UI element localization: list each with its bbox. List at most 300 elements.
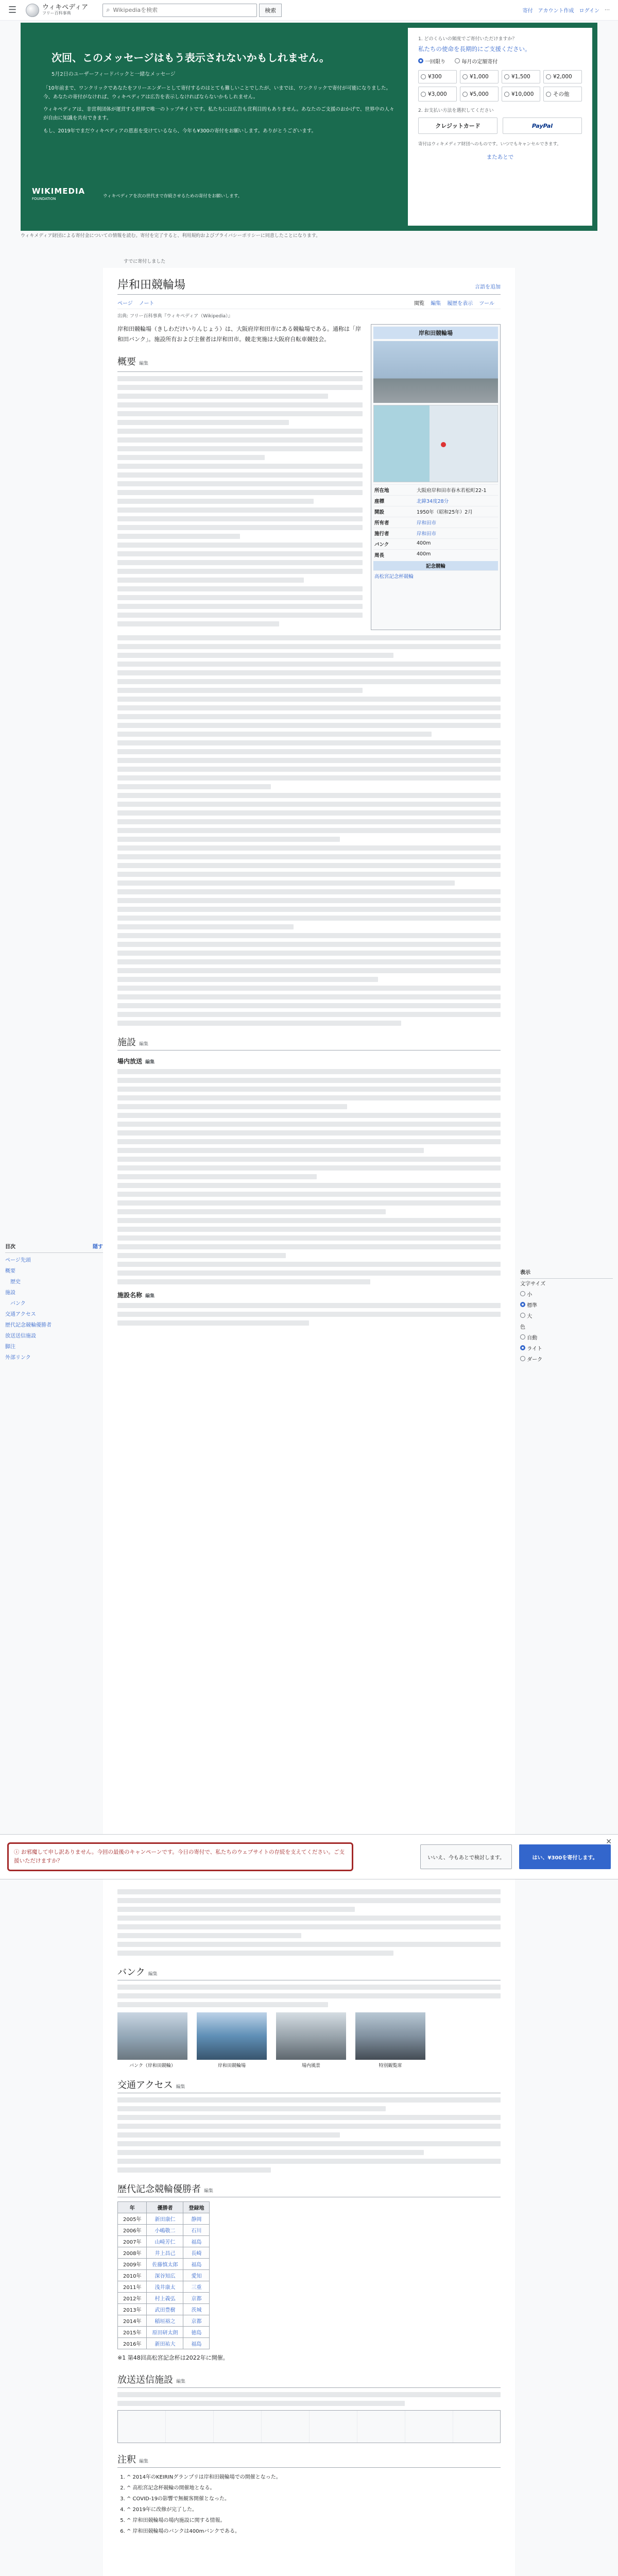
step-1-label: 1. どのくらいの頻度でご寄付いただけますか？ — [418, 37, 517, 42]
text-line — [117, 385, 363, 390]
infobox-value[interactable]: 北緯34度28分 — [417, 499, 449, 504]
amount-label: ¥5,000 — [470, 91, 489, 97]
text-line — [117, 1907, 355, 1912]
toc-item[interactable]: 交通アクセス — [5, 1312, 36, 1317]
table-cell: 2008年 — [118, 2247, 147, 2259]
tab-page[interactable]: ページ — [117, 301, 133, 307]
notice-text: お邪魔して申し訳ありません。今回の最後のキャンペーンです。今日の寄付で、私たちのウェブサイトの存続を支えてください。ご支援いただけますか？ — [14, 1849, 345, 1864]
subsection-heading: 場内放送 — [117, 1058, 143, 1065]
amount-option[interactable] — [502, 87, 540, 101]
text-line — [117, 1012, 501, 1017]
table-cell: 2011年 — [118, 2281, 147, 2293]
text-line — [117, 942, 501, 947]
text-line — [117, 951, 501, 956]
size-large-option[interactable] — [520, 1311, 613, 1322]
edit-section-link[interactable]: 編集 — [139, 1042, 149, 1047]
donation-banner — [21, 23, 597, 231]
table-cell[interactable]: 福島 — [183, 2259, 210, 2270]
infobox-row — [373, 538, 498, 549]
table-cell[interactable]: 福島 — [183, 2236, 210, 2247]
text-line — [117, 828, 501, 833]
radio-icon — [520, 1345, 525, 1350]
text-line — [117, 924, 294, 929]
text-line — [117, 994, 501, 999]
left-rail — [0, 268, 103, 1363]
table-cell[interactable]: 福島 — [183, 2338, 210, 2349]
table-cell[interactable]: 石川 — [183, 2225, 210, 2236]
tab-read[interactable]: 閲覧 — [414, 301, 425, 307]
table-cell: 2015年 — [118, 2327, 147, 2338]
table-cell[interactable]: 三重 — [183, 2281, 210, 2293]
table-cell[interactable]: 徳島 — [183, 2327, 210, 2338]
text-line — [117, 1157, 501, 1162]
table-cell[interactable]: 新田康仁 — [147, 2213, 183, 2225]
amount-option[interactable] — [502, 70, 540, 83]
text-line — [117, 586, 363, 591]
radio-icon — [520, 1291, 525, 1296]
banner-footer: ウィキペディアを次の世代まで存続させるための寄付をお願いします。 — [103, 194, 243, 199]
text-line — [117, 933, 501, 938]
text-line — [117, 411, 363, 416]
site-sub: フリー百科事典 — [42, 11, 71, 16]
text-line — [117, 446, 363, 451]
text-line — [117, 653, 393, 658]
toc-item[interactable]: 歴代記念競輪優勝者 — [5, 1323, 52, 1328]
section-heading-venue: 施設 — [117, 1037, 136, 1048]
table-cell: 2016年 — [118, 2338, 147, 2349]
pay-paypal-button[interactable]: PayPal — [503, 117, 582, 134]
banner-body — [43, 84, 399, 135]
table-cell: 2014年 — [118, 2315, 147, 2327]
table-row — [118, 2281, 210, 2293]
edit-section-link[interactable]: 編集 — [145, 1294, 155, 1299]
radio-icon — [421, 92, 426, 97]
edit-section-link[interactable]: 編集 — [176, 2084, 185, 2090]
login-link[interactable]: ログイン — [579, 8, 599, 14]
edit-section-link[interactable]: 編集 — [139, 2459, 149, 2464]
text-line — [117, 578, 304, 583]
text-line — [117, 534, 240, 539]
gallery-caption: 特別観覧席 — [379, 2063, 402, 2069]
table-cell[interactable]: 稲垣裕之 — [147, 2315, 183, 2327]
amount-option[interactable] — [543, 70, 582, 83]
text-line — [117, 490, 363, 495]
text-line — [117, 697, 501, 702]
freq-monthly-label: 毎月の定額寄付 — [461, 59, 498, 65]
gallery-item[interactable] — [117, 2012, 187, 2069]
toc-item[interactable]: 外部リンク — [5, 1355, 31, 1361]
infobox-row — [373, 570, 498, 581]
text-line — [117, 863, 501, 868]
infobox-key: バンク — [374, 542, 389, 548]
text-line — [117, 1104, 347, 1109]
table-cell[interactable]: 武田豊樹 — [147, 2304, 183, 2315]
text-line — [117, 898, 501, 903]
freq-once-option[interactable] — [418, 57, 445, 65]
toc-item[interactable]: 脚注 — [5, 1344, 15, 1350]
search-input[interactable] — [113, 7, 253, 13]
infobox-value: 400m — [417, 551, 431, 557]
donation-form — [408, 28, 592, 226]
amount-option[interactable] — [418, 70, 457, 83]
text-line — [117, 1122, 501, 1127]
size-standard-option[interactable] — [520, 1300, 613, 1311]
text-line — [117, 1253, 286, 1258]
toc-item[interactable]: ページ先頭 — [5, 1258, 31, 1263]
toc-item[interactable]: バンク — [10, 1301, 26, 1307]
image-gallery — [117, 2012, 501, 2069]
toc-item[interactable]: 概要 — [5, 1268, 15, 1274]
notice-message — [7, 1842, 353, 1871]
table-row — [118, 2247, 210, 2259]
radio-icon — [546, 74, 551, 79]
banner-subtitle: 5月2日のユーザーフィードバックと一緒なメッセージ — [52, 72, 176, 77]
text-line — [117, 1183, 501, 1188]
text-line — [117, 429, 363, 434]
table-row — [118, 2259, 210, 2270]
reference-item: 6. ^ 岸和田競輪場のバンクは400mバンクである。 — [127, 2526, 501, 2537]
edit-section-link[interactable]: 編集 — [204, 2189, 214, 2194]
text-line — [117, 644, 501, 649]
text-line — [117, 2150, 424, 2155]
section-heading-broadcast: 放送送信施設 — [117, 2374, 173, 2385]
amount-options — [418, 70, 582, 101]
text-line — [117, 621, 279, 626]
text-line — [117, 872, 501, 877]
text-line — [117, 723, 501, 728]
text-line — [117, 1192, 501, 1197]
amount-label: その他 — [553, 91, 570, 97]
text-line — [117, 1218, 501, 1223]
color-dark-option[interactable] — [520, 1354, 613, 1365]
text-line — [117, 705, 501, 710]
table-cell: 2006年 — [118, 2225, 147, 2236]
section-heading-bank: バンク — [117, 1967, 145, 1978]
text-line — [117, 1303, 501, 1308]
table-row — [118, 2213, 210, 2225]
text-line — [117, 1951, 393, 1956]
globe-icon — [26, 4, 39, 17]
winners-table — [117, 2201, 210, 2349]
text-line — [117, 767, 501, 772]
text-line — [117, 402, 363, 408]
radio-icon — [504, 92, 509, 97]
gallery-image — [355, 2012, 425, 2060]
infobox-section: 記念競輪 — [373, 561, 498, 570]
text-line — [117, 662, 501, 667]
text-line — [117, 1148, 424, 1153]
text-line — [117, 1244, 501, 1249]
banner-note: 寄付はウィキメディア財団へのものです。いつでもキャンセルできます。 — [418, 142, 561, 147]
amount-option[interactable] — [543, 87, 582, 101]
text-line — [117, 1279, 370, 1284]
freq-once-label: 一回限り — [425, 59, 446, 65]
text-line — [117, 2124, 501, 2129]
gallery-item[interactable] — [355, 2012, 425, 2069]
text-line — [117, 1069, 501, 1074]
map-pin-icon — [441, 442, 446, 447]
page-tabs — [117, 299, 501, 309]
size-small-option[interactable] — [520, 1290, 613, 1300]
text-line — [117, 420, 289, 425]
text-line — [117, 1235, 501, 1241]
payment-options — [418, 117, 582, 134]
infobox-row — [373, 506, 498, 517]
gallery-image — [197, 2012, 267, 2060]
table-cell[interactable]: 新田祐大 — [147, 2338, 183, 2349]
text-line — [117, 749, 501, 754]
infobox-value: 1950年（昭和25年）2月 — [417, 510, 473, 515]
table-row — [118, 2304, 210, 2315]
table-cell[interactable]: 小嶋敬二 — [147, 2225, 183, 2236]
text-line — [117, 1320, 309, 1326]
text-line — [117, 810, 501, 816]
text-line — [117, 977, 378, 982]
table-row — [118, 2270, 210, 2281]
text-line — [117, 2392, 501, 2397]
text-line — [117, 551, 363, 556]
text-line — [117, 2141, 501, 2146]
table-header-cell: 優勝者 — [147, 2202, 183, 2213]
already-donated-link[interactable]: すでに寄付しました — [124, 259, 166, 264]
section-heading-winners: 歴代記念競輪優勝者 — [117, 2184, 201, 2195]
infobox-value[interactable]: 岸和田市 — [417, 520, 437, 526]
wikimedia-logo-text: WIKIMEDIA — [32, 187, 85, 196]
radio-icon — [520, 1313, 525, 1318]
text-line — [117, 464, 363, 469]
radio-icon — [520, 1302, 525, 1307]
table-cell[interactable]: 山崎芳仁 — [147, 2236, 183, 2247]
toc-item[interactable]: 歴史 — [10, 1279, 21, 1285]
text-line — [117, 1003, 501, 1008]
text-line — [117, 2115, 501, 2120]
text-line — [117, 959, 501, 964]
wikimedia-logo — [32, 187, 85, 201]
text-line — [117, 1942, 501, 1947]
close-icon[interactable]: ✕ — [586, 26, 593, 36]
table-row — [118, 2236, 210, 2247]
text-line — [117, 507, 363, 513]
stadium-photo[interactable] — [373, 341, 498, 403]
size-small-label: 小 — [527, 1292, 533, 1298]
broadcast-table — [117, 2410, 501, 2443]
reference-item: 3. ^ COVID-19の影響で無観客開催となった。 — [127, 2494, 501, 2504]
table-cell[interactable]: 井上昌己 — [147, 2247, 183, 2259]
table-cell[interactable]: 原田研太朗 — [147, 2327, 183, 2338]
radio-icon — [421, 74, 426, 79]
text-line — [117, 793, 501, 798]
table-of-contents — [5, 1242, 103, 1363]
text-line — [117, 1095, 501, 1100]
table-cell: 2005年 — [118, 2213, 147, 2225]
wikimedia-logo-sub: FOUNDATION — [32, 197, 56, 201]
gallery-image — [117, 2012, 187, 2060]
text-line — [117, 837, 340, 842]
banner-paragraph: もし、2019年でまだウィキペディアの恩恵を受けているなら、今年も¥300の寄付をお願いします。ありがとうございます。 — [43, 128, 317, 134]
amount-option[interactable] — [460, 70, 499, 83]
text-line — [117, 613, 363, 618]
size-standard-label: 標準 — [527, 1303, 538, 1309]
text-line — [117, 472, 363, 478]
text-line — [117, 854, 501, 859]
text-line — [117, 907, 501, 912]
text-line — [117, 1312, 501, 1317]
text-line — [117, 784, 271, 789]
text-line — [117, 986, 501, 991]
appearance-panel — [520, 1267, 613, 1365]
infobox-key: 所在地 — [374, 488, 389, 494]
references-list — [117, 2472, 501, 2537]
color-light-label: ライト — [527, 1346, 542, 1352]
table-cell[interactable]: 佐藤慎太郎 — [147, 2259, 183, 2270]
text-line — [117, 394, 328, 399]
more-icon[interactable]: ⋯ — [605, 7, 610, 13]
text-line — [117, 740, 501, 745]
donate-now-button[interactable]: はい、¥300を寄付します。 — [519, 1844, 611, 1869]
text-line — [117, 732, 432, 737]
reference-item: 5. ^ 岸和田競輪場の場内施設に関する情報。 — [127, 2515, 501, 2526]
color-auto-label: 自動 — [527, 1335, 538, 1341]
maybe-later-button[interactable]: いいえ、今もあとで検討します。 — [420, 1844, 512, 1869]
text-line — [117, 1916, 501, 1921]
size-large-label: 大 — [527, 1314, 533, 1319]
table-cell[interactable]: 長崎 — [183, 2247, 210, 2259]
amount-label: ¥1,000 — [470, 74, 489, 80]
text-line — [117, 499, 314, 504]
table-cell[interactable]: 深谷知広 — [147, 2270, 183, 2281]
toc-hide-button[interactable]: 隠す — [93, 1244, 103, 1250]
text-line — [117, 1174, 317, 1179]
table-cell[interactable]: 京都 — [183, 2315, 210, 2327]
table-cell[interactable]: 浅井康太 — [147, 2281, 183, 2293]
table-cell: 2010年 — [118, 2270, 147, 2281]
text-line — [117, 688, 363, 693]
info-icon: ⓘ — [14, 1849, 20, 1856]
text-line — [117, 1078, 501, 1083]
banner-legal-note: ウィキメディア財団による寄付金についての情報を読む。寄付を完了すると、利用規約およびプライバシーポリシーに同意したことになります。 — [21, 233, 321, 239]
text-line — [117, 889, 501, 894]
table-header-cell: 登録地 — [183, 2202, 210, 2213]
text-line — [117, 819, 501, 824]
amount-label: ¥2,000 — [553, 74, 572, 80]
menu-icon[interactable]: ☰ — [8, 5, 17, 15]
radio-icon — [455, 58, 460, 63]
search-icon: ⌕ — [106, 6, 110, 14]
text-line — [117, 543, 363, 548]
subsection-heading: 施設名称 — [117, 1292, 143, 1299]
user-links — [523, 6, 610, 14]
reference-item: 2. ^ 高松宮記念杯競輪の開催地となる。 — [127, 2483, 501, 2494]
radio-icon — [546, 92, 551, 97]
amount-option[interactable] — [418, 87, 457, 101]
infobox — [371, 324, 501, 630]
color-auto-option[interactable] — [520, 1333, 613, 1344]
site-header — [0, 0, 618, 21]
table-cell[interactable]: 村上義弘 — [147, 2293, 183, 2304]
edit-section-link[interactable]: 編集 — [145, 1060, 155, 1065]
wikipedia-logo[interactable] — [26, 4, 88, 17]
freq-monthly-option[interactable] — [455, 57, 497, 65]
toc-item[interactable]: 放送送信施設 — [5, 1333, 36, 1339]
text-line — [117, 714, 501, 719]
table-cell[interactable]: 静岡 — [183, 2213, 210, 2225]
add-language-button[interactable]: 言語を追加 — [475, 284, 501, 290]
maybe-later-link[interactable]: またあとで — [486, 154, 514, 160]
infobox-row — [373, 484, 498, 495]
lead-paragraph: 岸和田競輪場（きしわだけいりんじょう）は、大阪府岸和田市にある競輪場である。通称は「岸和田バンク」。施設所有および主催者は岸和田市。競走実施は大阪府自転車競技会。 — [117, 326, 361, 343]
gallery-caption: 場内風景 — [301, 2063, 320, 2069]
table-cell[interactable]: 愛知 — [183, 2270, 210, 2281]
text-line — [117, 1113, 501, 1118]
amount-label: ¥10,000 — [511, 91, 534, 97]
tab-history[interactable]: 履歴を表示 — [447, 301, 473, 307]
location-map[interactable] — [373, 405, 498, 482]
edit-section-link[interactable]: 編集 — [148, 1972, 158, 1977]
infobox-row — [373, 517, 498, 528]
infobox-row — [373, 528, 498, 538]
reference-item: 4. ^ 2019年に改修が完了した。 — [127, 2504, 501, 2515]
text-line — [117, 516, 363, 521]
search-button[interactable]: 検索 — [259, 4, 282, 17]
table-cell[interactable]: 京都 — [183, 2293, 210, 2304]
text-line — [117, 968, 501, 973]
gallery-image — [276, 2012, 346, 2060]
text-line — [117, 1087, 501, 1092]
amount-option[interactable] — [460, 87, 499, 101]
tab-edit[interactable]: 編集 — [431, 301, 441, 307]
donate-link[interactable]: 寄付 — [522, 8, 533, 14]
text-line — [117, 569, 363, 574]
text-line — [117, 1270, 501, 1276]
tab-tools[interactable]: ツール — [479, 301, 494, 307]
pay-card-button[interactable]: クレジットカード — [418, 117, 497, 134]
text-line — [117, 2159, 501, 2164]
text-line — [117, 2401, 405, 2406]
table-cell[interactable]: 茨城 — [183, 2304, 210, 2315]
create-account-link[interactable]: アカウント作成 — [538, 8, 574, 14]
gallery-item[interactable] — [197, 2012, 267, 2069]
infobox-row — [373, 549, 498, 560]
site-name: ウィキペディア — [42, 4, 89, 12]
banner-paragraph: ウィキペディアは、非営利団体が運営する世界で唯一のトップサイトです。私たちには広告も営利目的もありません。あなたのご支援のおかげで、世界中の人々が自由に知識を共有できます。 — [43, 107, 394, 121]
text-line — [117, 1165, 501, 1171]
text-line — [117, 525, 363, 530]
banner-paragraph: 「10年前まで、ワンクリックであなたをフリーエンダーとして寄付するのはとても難しいことでしたが、いまでは、ワンクリックで寄付が可能になりました。今、あなたの寄付がなければ、ウィキペディアは広告を表示しなければならないかもしれません。 — [43, 86, 391, 100]
close-icon[interactable]: ✕ — [606, 1838, 612, 1846]
infobox-value[interactable]: 岸和田市 — [417, 531, 437, 537]
tab-talk[interactable]: ノート — [139, 301, 154, 307]
edit-section-link[interactable]: 編集 — [176, 2379, 186, 2384]
text-line — [117, 1262, 501, 1267]
section-heading-overview: 概要 — [117, 356, 136, 367]
infobox-row — [373, 495, 498, 506]
text-line — [117, 802, 501, 807]
text-line — [117, 2097, 501, 2103]
infobox-title: 岸和田競輪場 — [373, 327, 498, 339]
gallery-item[interactable] — [276, 2012, 346, 2069]
edit-section-link[interactable]: 編集 — [139, 361, 149, 366]
gallery-caption: バンク（岸和田競輪） — [129, 2063, 176, 2069]
table-header-row — [118, 2202, 210, 2213]
text-line — [117, 437, 363, 443]
reference-item: 1. ^ 2014年のKEIRINグランプリは岸和田競輪場での開催となった。 — [127, 2472, 501, 2483]
infobox-value[interactable]: 高松宮記念杯競輪 — [374, 574, 414, 580]
radio-icon — [462, 74, 468, 79]
color-light-option[interactable] — [520, 1344, 613, 1354]
text-line — [117, 635, 501, 640]
toc-item[interactable]: 施設 — [5, 1290, 15, 1296]
text-line — [117, 1021, 401, 1026]
